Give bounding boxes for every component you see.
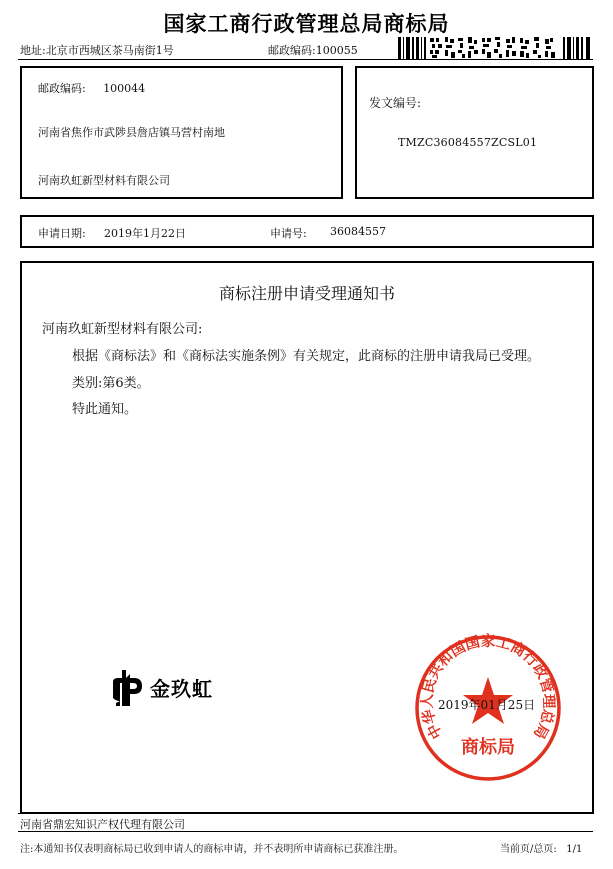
application-number-label: 申请号: (270, 227, 307, 240)
application-date-label: 申请日期: (38, 227, 86, 240)
application-date-value: 2019年1月22日 (104, 227, 186, 240)
brand-logo (108, 668, 238, 710)
application-number-value: 36084557 (330, 225, 386, 238)
document-number-box (355, 66, 594, 199)
recipient-postal-code: 邮政编码: 100044 (38, 82, 146, 95)
agency-name: 河南省鼎宏知识产权代理有限公司 (20, 818, 185, 831)
brand-logo-text: 金玖虹 (150, 677, 213, 701)
notice-closing: 特此通知。 (72, 402, 138, 417)
application-info-box (20, 215, 594, 248)
document-number-label: 发文编号: (369, 96, 422, 110)
seal-date: 2019年01月25日 (438, 698, 536, 712)
recipient-address: 河南省焦作市武陟县詹店镇马营村南地 (38, 126, 225, 139)
seal-arc-text: 中华人民共和国国家工商行政管理总局 (419, 633, 557, 742)
recipient-box (20, 66, 343, 199)
seal-bottom-text: 商标局 (461, 737, 515, 758)
header-postal-code: 邮政编码:100055 (268, 44, 358, 57)
barcode-icon (398, 37, 591, 59)
header-divider (18, 59, 593, 60)
notice-category: 类别:第6类。 (72, 376, 150, 391)
document-number-value: TMZC36084557ZCSL01 (398, 136, 538, 149)
notice-paragraph: 根据《商标法》和《商标法实施条例》有关规定，此商标的注册申请我局已受理。 (72, 349, 541, 364)
brand-mark-icon (108, 668, 148, 708)
notice-salutation: 河南玖虹新型材料有限公司: (42, 322, 203, 337)
page-indicator: 当前页/总页: 1/1 (500, 844, 583, 855)
footer-divider-bottom (18, 831, 593, 832)
header-address: 地址:北京市西城区茶马南街1号 (20, 44, 174, 57)
footer-note: 注:本通知书仅表明商标局已收到申请人的商标申请，并不表明所申请商标已获准注册。 (20, 844, 404, 855)
recipient-company: 河南玖虹新型材料有限公司 (38, 174, 170, 187)
footer-divider-top (18, 813, 593, 814)
notice-title: 商标注册申请受理通知书 (218, 284, 395, 303)
page-title: 国家工商行政管理总局商标局 (163, 12, 450, 36)
